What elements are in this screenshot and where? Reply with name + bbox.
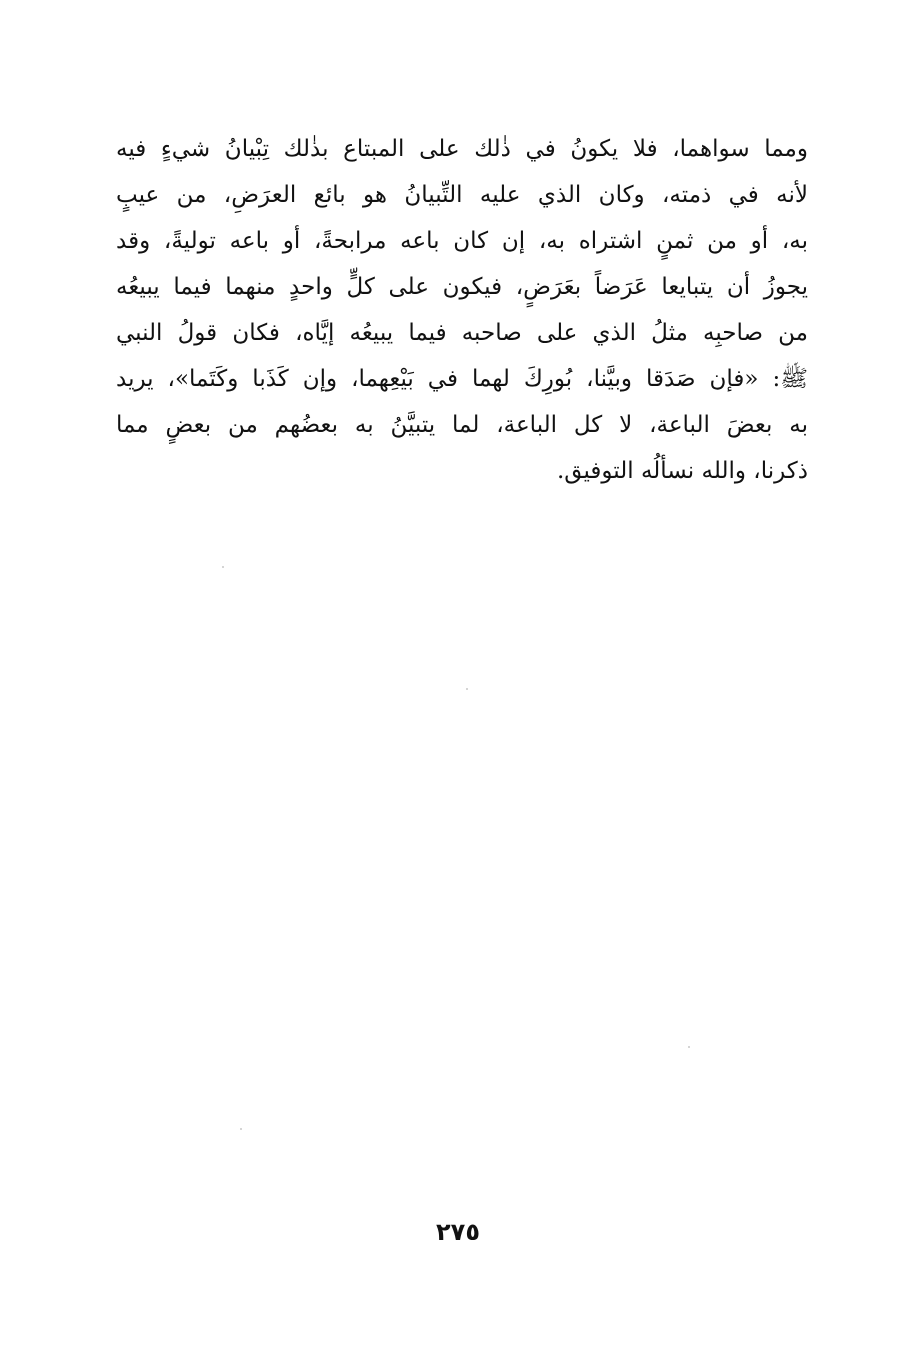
paper-speck xyxy=(222,566,224,568)
text-line: لأنه في ذمته، وكان الذي عليه التِّبيانُ هو بائع العرَضِ، من عيبٍ xyxy=(116,182,808,208)
paper-speck xyxy=(688,1046,690,1048)
text-line: يجوزُ أن يتبايعا عَرَضاً بعَرَضٍ، فيكون على كلٍّ واحدٍ منهما فيما يبيعُه xyxy=(116,274,808,300)
paper-speck xyxy=(240,1128,242,1130)
text-line: ومما سواهما، فلا يكونُ في ذٰلك على المبتاع بذٰلك تِبْيانُ شيءٍ فيه xyxy=(116,136,808,162)
text-line: به، أو من ثمنٍ اشتراه به، إن كان باعه مرابحةً، أو باعه توليةً، وقد xyxy=(116,228,808,254)
text-line: ذكرنا، والله نسألُه التوفيق. xyxy=(556,458,808,484)
text-line: من صاحبِه مثلُ الذي على صاحبه فيما يبيعُه إيَّاه، فكان قولُ النبي xyxy=(116,320,808,346)
text-line: ﷺ: «فإن صَدَقا وبيَّنا، بُورِكَ لهما في بَيْعِهما، وإن كَذَبا وكَتَما»، يريد xyxy=(116,366,808,392)
body-paragraph xyxy=(116,126,808,494)
text-line: به بعضَ الباعة، لا كل الباعة، لما يتبيَّنُ به بعضُهم من بعضٍ مما xyxy=(116,412,808,438)
paper-speck xyxy=(466,688,468,690)
page-number: ٢٧٥ xyxy=(436,1218,480,1246)
